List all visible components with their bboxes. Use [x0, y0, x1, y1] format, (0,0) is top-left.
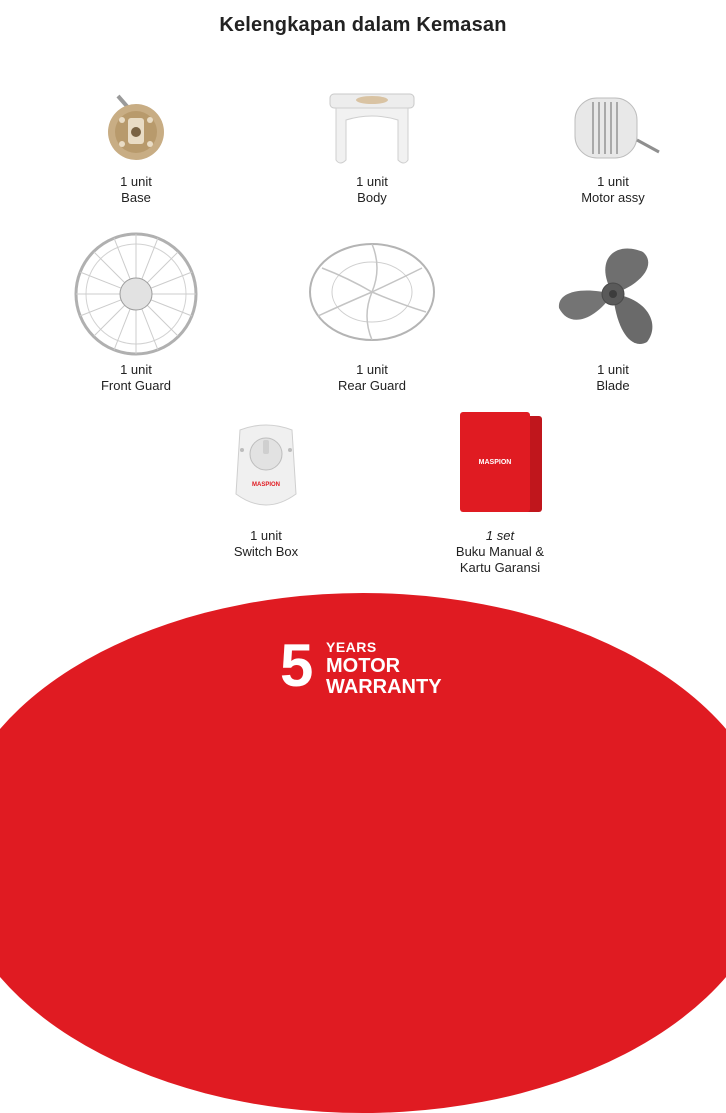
item-motor [553, 90, 673, 210]
item-qty: 1 unit [120, 174, 152, 189]
warranty-line-warranty: WARRANTY [326, 676, 442, 698]
motor-icon [553, 90, 673, 170]
body-icon [312, 90, 432, 170]
item-front-guard [66, 232, 206, 392]
item-name: Base [121, 190, 151, 205]
switch-box-brand: MASPION [251, 482, 281, 488]
warranty-badge [0, 630, 726, 726]
item-name-line1: Buku Manual & [455, 544, 545, 559]
item-qty: 1 unit [250, 528, 282, 543]
item-blade [543, 232, 683, 392]
item-name: Switch Box [233, 544, 299, 559]
item-name: Motor assy [581, 190, 645, 205]
manual-brand: MASPION [478, 459, 512, 466]
switch-box-icon [206, 420, 326, 520]
item-manual [430, 408, 570, 578]
item-rear-guard [302, 232, 442, 392]
rear-guard-icon [302, 232, 442, 362]
item-switch-box [206, 420, 326, 570]
item-qty: 1 unit [120, 362, 152, 377]
front-guard-icon [66, 232, 206, 362]
item-name: Blade [596, 378, 630, 393]
item-qty: 1 set [485, 528, 515, 543]
base-icon [76, 90, 196, 170]
item-name: Front Guard [100, 378, 172, 393]
item-qty: 1 unit [356, 362, 388, 377]
item-qty: 1 unit [356, 174, 388, 189]
page-title: Kelengkapan dalam Kemasan [219, 14, 507, 36]
item-base [76, 90, 196, 210]
manual-book-icon [430, 408, 570, 518]
warranty-years-number: 5 [280, 632, 314, 699]
item-qty: 1 unit [597, 362, 629, 377]
item-qty: 1 unit [597, 174, 629, 189]
warranty-line-years: YEARS [326, 639, 377, 655]
item-name: Rear Guard [338, 378, 406, 393]
item-name-line2: Kartu Garansi [459, 560, 541, 575]
item-body [312, 90, 432, 210]
blade-icon [543, 232, 683, 362]
warranty-line-motor: MOTOR [326, 655, 401, 677]
item-name: Body [357, 190, 387, 205]
